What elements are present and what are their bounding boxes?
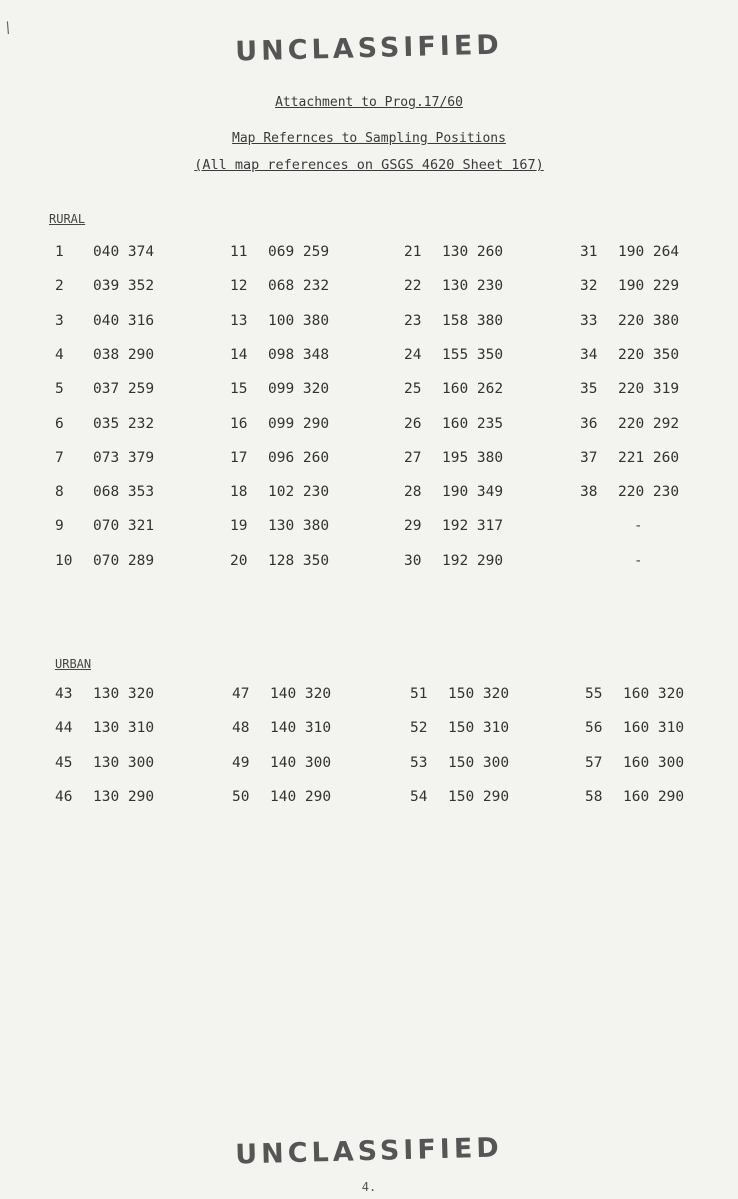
- map-reference: 130 380: [268, 518, 330, 535]
- reference-entry: [55, 755, 154, 771]
- map-reference: 221 260: [618, 449, 680, 466]
- map-reference: 150 290: [448, 788, 510, 805]
- reference-entry: [404, 313, 503, 329]
- map-reference: 096 260: [268, 449, 330, 466]
- reference-entry: [404, 244, 503, 260]
- position-number: 1: [55, 244, 64, 260]
- reference-entry: [230, 347, 329, 363]
- position-number: 5: [55, 381, 64, 398]
- position-number: 21: [404, 244, 422, 260]
- position-number: 18: [230, 484, 248, 501]
- reference-entry: [55, 720, 154, 736]
- position-number: 15: [230, 381, 248, 398]
- map-reference: 099 320: [268, 381, 330, 398]
- position-number: 33: [580, 312, 598, 329]
- map-reference: 192 290: [442, 552, 504, 569]
- map-reference: 160 320: [623, 686, 685, 702]
- map-reference: 040 316: [93, 312, 155, 329]
- position-number: 20: [230, 552, 248, 569]
- reference-entry: [230, 244, 329, 260]
- urban-section-label: URBAN: [55, 657, 92, 671]
- map-reference: 035 232: [93, 415, 155, 432]
- reference-entry: [404, 278, 503, 294]
- reference-entry: [404, 416, 503, 432]
- map-reference: 140 290: [270, 788, 332, 805]
- map-reference: 160 310: [623, 720, 685, 737]
- map-reference: 140 320: [270, 686, 332, 702]
- position-number: 43: [55, 686, 73, 702]
- position-number: 34: [580, 346, 598, 363]
- position-number: 54: [410, 788, 428, 805]
- reference-entry: [230, 450, 329, 466]
- reference-entry: [580, 484, 679, 500]
- reference-entry: [404, 450, 503, 466]
- position-number: 52: [410, 720, 428, 737]
- reference-entry: [55, 313, 154, 329]
- reference-entry: [55, 416, 154, 432]
- position-number: 9: [55, 518, 64, 535]
- position-number: 50: [232, 788, 250, 805]
- position-number: 51: [410, 686, 428, 702]
- map-reference: 073 379: [93, 449, 155, 466]
- document-subtitle: (All map references on GSGS 4620 Sheet 167): [194, 157, 544, 173]
- classification-stamp-top: UNCLASSIFIED: [234, 29, 504, 68]
- reference-entry: [580, 244, 679, 260]
- map-reference: 220 230: [618, 484, 680, 501]
- reference-entry: [580, 278, 679, 294]
- reference-entry: [404, 518, 503, 534]
- reference-entry: [410, 755, 509, 771]
- map-reference: 102 230: [268, 484, 330, 501]
- reference-entry: [55, 244, 154, 260]
- position-number: 22: [404, 278, 422, 295]
- position-number: 47: [232, 686, 250, 702]
- map-reference: 160 262: [442, 381, 504, 398]
- position-number: 36: [580, 415, 598, 432]
- map-reference: 220 350: [618, 346, 680, 363]
- map-reference: 099 290: [268, 415, 330, 432]
- position-number: 58: [585, 788, 603, 805]
- position-number: 44: [55, 720, 73, 737]
- position-number: 32: [580, 278, 598, 295]
- map-reference: 140 300: [270, 754, 332, 771]
- reference-entry: [230, 278, 329, 294]
- reference-entry: [404, 381, 503, 397]
- map-reference: 190 264: [618, 244, 680, 260]
- reference-entry: [232, 789, 331, 805]
- classification-stamp-bottom: UNCLASSIFIED: [234, 1132, 504, 1171]
- reference-entry: [580, 416, 679, 432]
- position-number: 26: [404, 415, 422, 432]
- map-reference: 130 260: [442, 244, 504, 260]
- position-number: 11: [230, 244, 248, 260]
- reference-entry: [580, 347, 679, 363]
- reference-entry: [230, 381, 329, 397]
- position-number: 8: [55, 484, 64, 501]
- position-number: 14: [230, 346, 248, 363]
- map-reference: 150 320: [448, 686, 510, 702]
- reference-entry: [55, 553, 154, 569]
- position-number: 3: [55, 312, 64, 329]
- position-number: 13: [230, 312, 248, 329]
- position-number: 49: [232, 754, 250, 771]
- position-number: 28: [404, 484, 422, 501]
- reference-entry: [55, 450, 154, 466]
- position-number: 29: [404, 518, 422, 535]
- position-number: 16: [230, 415, 248, 432]
- position-number: 35: [580, 381, 598, 398]
- position-number: 4: [55, 346, 64, 363]
- map-reference: 192 317: [442, 518, 504, 535]
- map-reference: 037 259: [93, 381, 155, 398]
- position-number: 53: [410, 754, 428, 771]
- map-reference: 140 310: [270, 720, 332, 737]
- map-reference: 190 229: [618, 278, 680, 295]
- map-reference: 158 380: [442, 312, 504, 329]
- reference-entry: [55, 484, 154, 500]
- position-number: 55: [585, 686, 603, 702]
- map-reference: 128 350: [268, 552, 330, 569]
- reference-entry: [232, 686, 331, 702]
- map-reference: 070 289: [93, 552, 155, 569]
- map-reference: 220 319: [618, 381, 680, 398]
- reference-entry: [410, 686, 509, 702]
- position-number: 2: [55, 278, 64, 295]
- map-reference: 220 292: [618, 415, 680, 432]
- reference-entry: [55, 347, 154, 363]
- position-number: 30: [404, 552, 422, 569]
- map-reference: 160 300: [623, 754, 685, 771]
- reference-entry: [404, 347, 503, 363]
- rural-section-label: RURAL: [49, 212, 86, 226]
- position-number: 38: [580, 484, 598, 501]
- reference-entry: [404, 484, 503, 500]
- reference-entry: [55, 518, 154, 534]
- reference-entry: [230, 553, 329, 569]
- position-number: 48: [232, 720, 250, 737]
- map-reference: 098 348: [268, 346, 330, 363]
- map-reference: 068 353: [93, 484, 155, 501]
- position-number: 19: [230, 518, 248, 535]
- position-number: 23: [404, 312, 422, 329]
- map-reference: 068 232: [268, 278, 330, 295]
- reference-entry: [232, 720, 331, 736]
- position-number: 57: [585, 754, 603, 771]
- reference-entry: [580, 381, 679, 397]
- map-reference: 130 230: [442, 278, 504, 295]
- reference-entry: [410, 789, 509, 805]
- attachment-heading: Attachment to Prog.17/60: [275, 95, 463, 110]
- reference-entry: [55, 789, 154, 805]
- reference-entry: [55, 278, 154, 294]
- position-number: 31: [580, 244, 598, 260]
- position-number: 17: [230, 449, 248, 466]
- position-number: 12: [230, 278, 248, 295]
- position-number: 27: [404, 449, 422, 466]
- position-number: 37: [580, 449, 598, 466]
- map-reference: 100 380: [268, 312, 330, 329]
- empty-entry-dash: -: [634, 552, 643, 569]
- map-reference: 220 380: [618, 312, 680, 329]
- reference-entry: [580, 450, 679, 466]
- position-number: 25: [404, 381, 422, 398]
- position-number: 6: [55, 415, 64, 432]
- map-reference: 070 321: [93, 518, 155, 535]
- reference-entry: [585, 720, 684, 736]
- position-number: 46: [55, 788, 73, 805]
- position-number: 10: [55, 552, 73, 569]
- reference-entry: [410, 720, 509, 736]
- map-reference: 150 310: [448, 720, 510, 737]
- reference-entry: [230, 484, 329, 500]
- position-number: 56: [585, 720, 603, 737]
- map-reference: 069 259: [268, 244, 330, 260]
- position-number: 7: [55, 449, 64, 466]
- map-reference: 195 380: [442, 449, 504, 466]
- reference-entry: [230, 416, 329, 432]
- map-reference: 160 235: [442, 415, 504, 432]
- map-reference: 130 310: [93, 720, 155, 737]
- reference-entry: [585, 789, 684, 805]
- map-reference: 190 349: [442, 484, 504, 501]
- position-number: 45: [55, 754, 73, 771]
- reference-entry: [230, 518, 329, 534]
- reference-entry: [230, 313, 329, 329]
- map-reference: 130 320: [93, 686, 155, 702]
- map-reference: 130 300: [93, 754, 155, 771]
- reference-entry: [580, 313, 679, 329]
- reference-entry: [55, 381, 154, 397]
- reference-entry: [232, 755, 331, 771]
- empty-entry-dash: -: [634, 518, 643, 535]
- map-reference: 150 300: [448, 754, 510, 771]
- reference-entry: [55, 686, 154, 702]
- map-reference: 040 374: [93, 244, 155, 260]
- map-reference: 038 290: [93, 346, 155, 363]
- map-reference: 160 290: [623, 788, 685, 805]
- map-reference: 130 290: [93, 788, 155, 805]
- page-number: 4.: [361, 1180, 377, 1194]
- map-reference: 155 350: [442, 346, 504, 363]
- position-number: 24: [404, 346, 422, 363]
- document-title: Map Refernces to Sampling Positions: [232, 131, 506, 146]
- reference-entry: [585, 755, 684, 771]
- reference-entry: [585, 686, 684, 702]
- reference-entry: [404, 553, 503, 569]
- corner-pen-mark: /: [0, 18, 16, 38]
- map-reference: 039 352: [93, 278, 155, 295]
